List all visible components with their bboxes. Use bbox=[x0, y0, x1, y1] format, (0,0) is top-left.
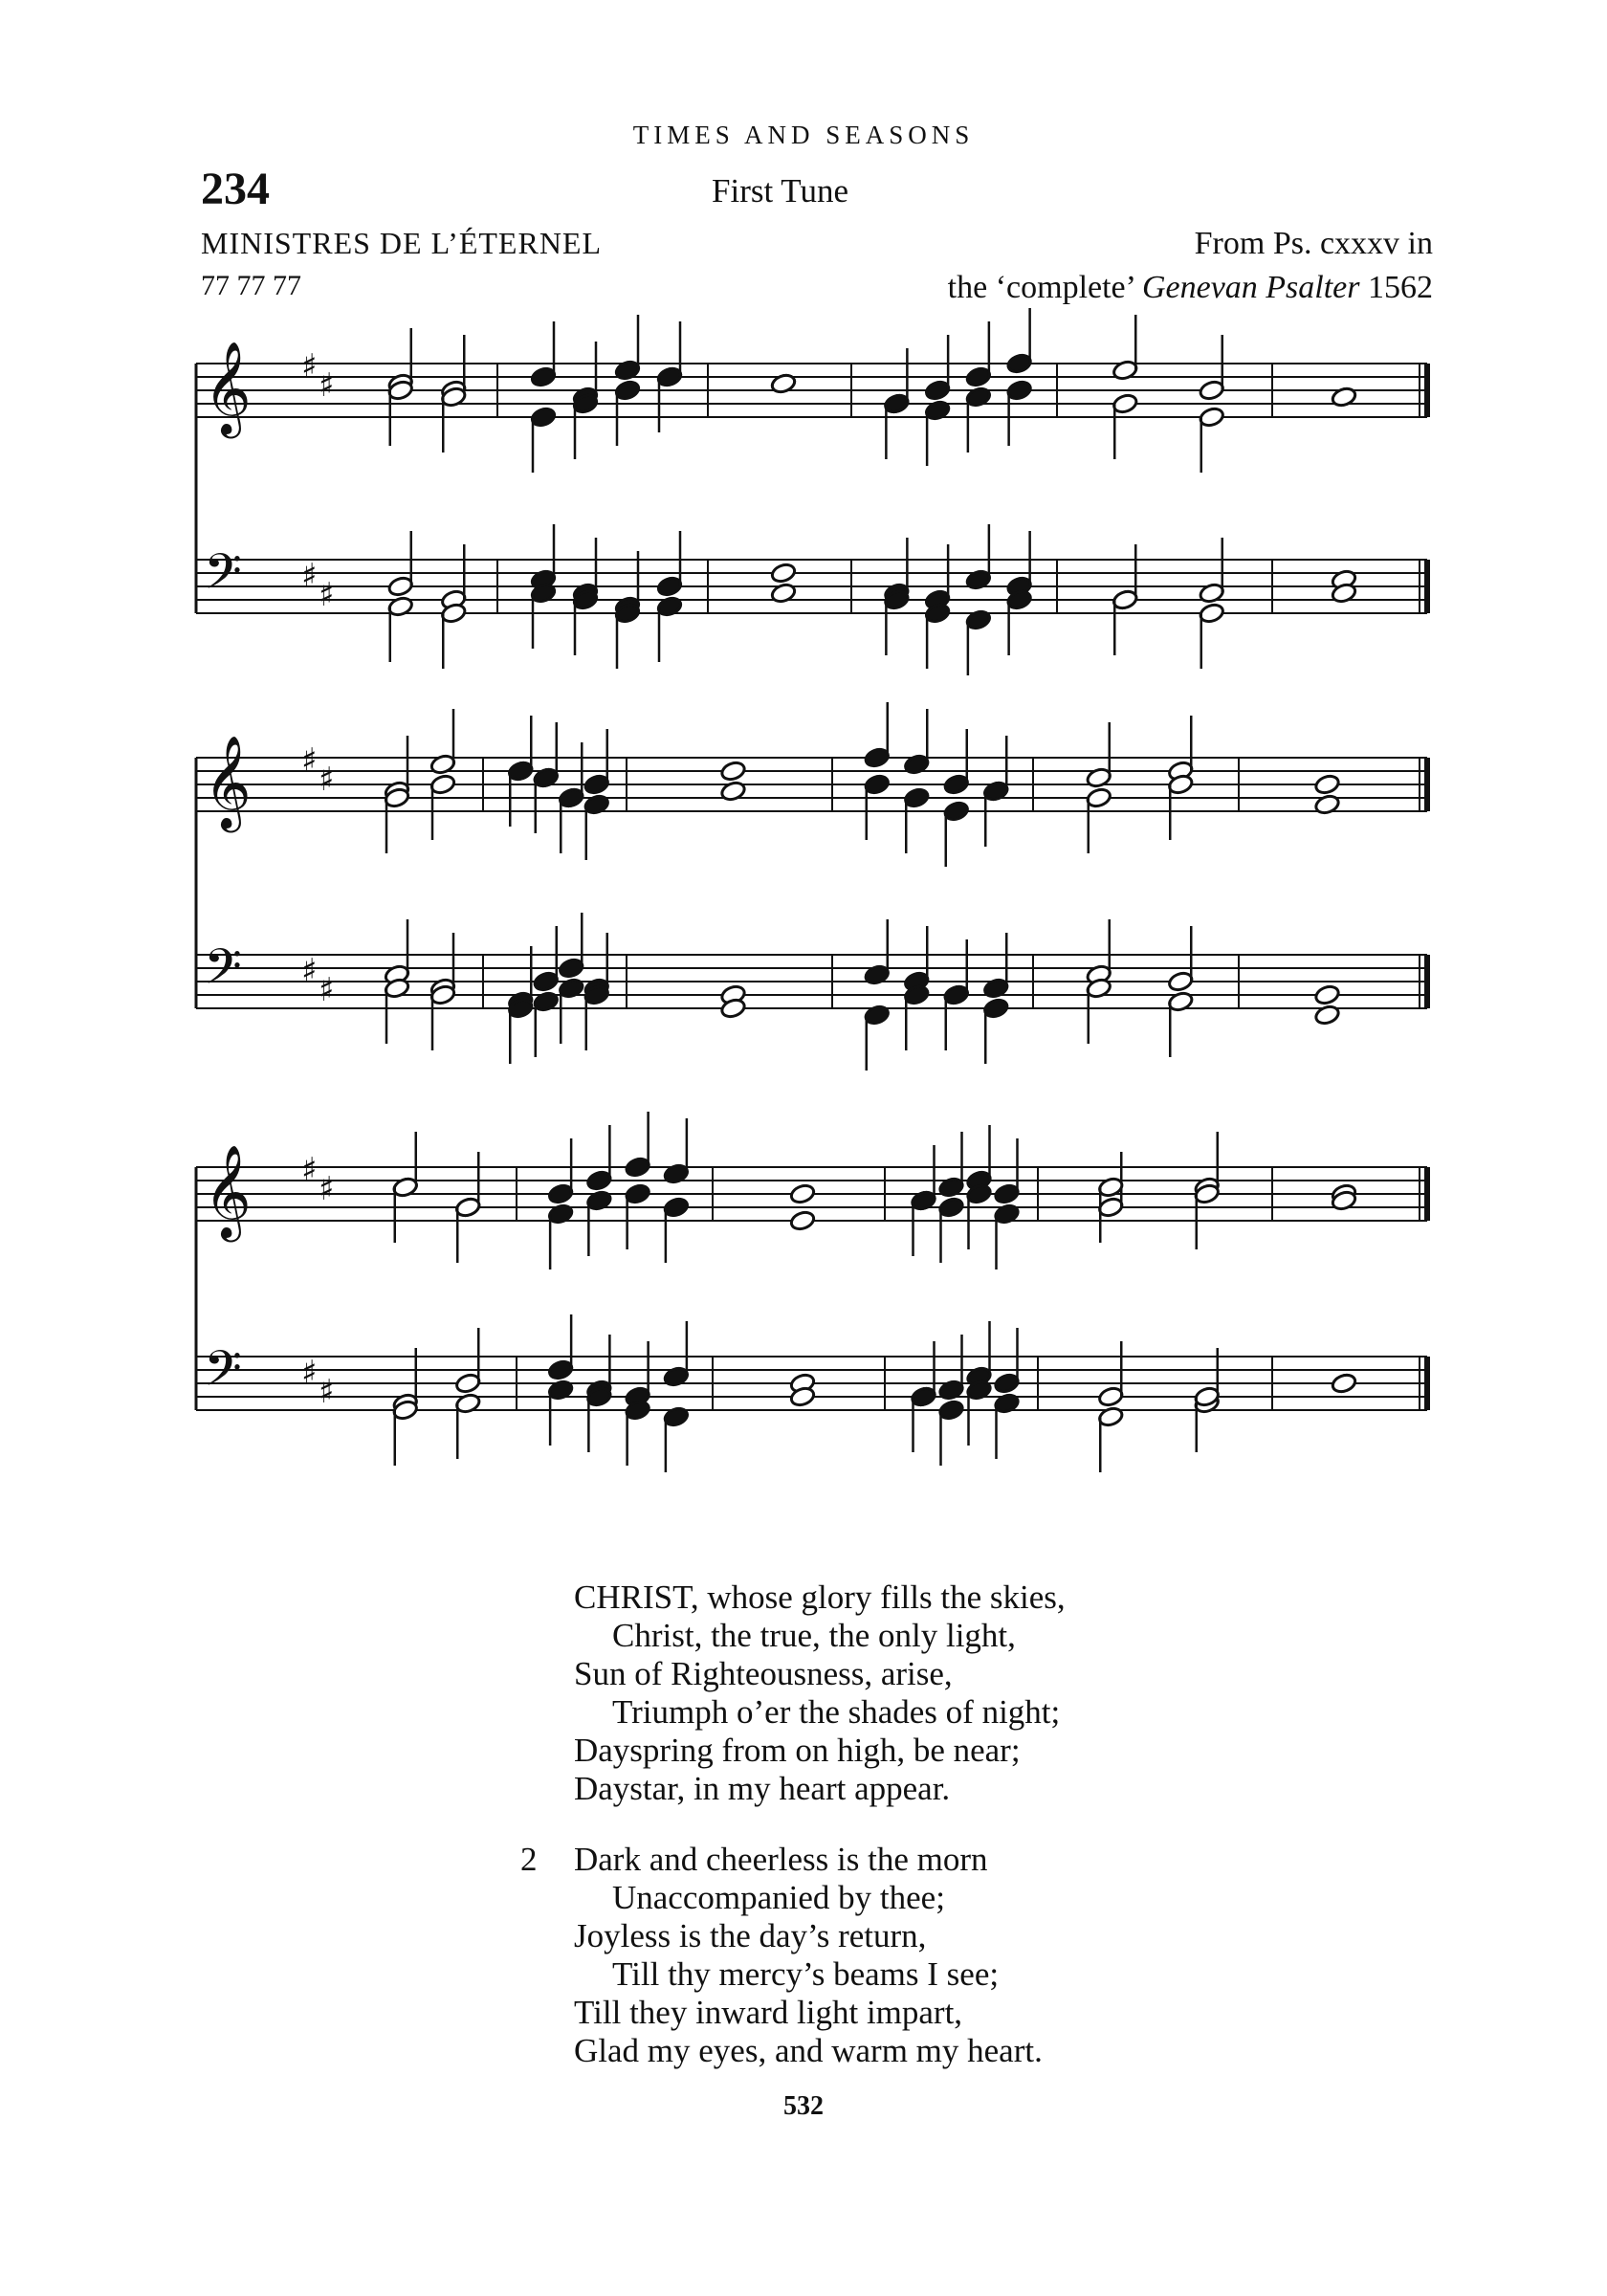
sharp-icon: ♯ bbox=[319, 576, 335, 614]
treble-clef-icon: 𝄞 bbox=[204, 735, 252, 828]
source-italic: Genevan Psalter bbox=[1141, 270, 1360, 305]
note-head bbox=[1331, 386, 1357, 408]
stanza-line: Glad my eyes, and warm my heart. bbox=[574, 2032, 1043, 2069]
sharp-icon: ♯ bbox=[301, 557, 318, 595]
sharp-icon: ♯ bbox=[319, 761, 335, 799]
stanza-line: Sun of Righteousness, arise, bbox=[574, 1655, 953, 1692]
note-head bbox=[1313, 1004, 1340, 1026]
note-head bbox=[770, 582, 797, 604]
sharp-icon: ♯ bbox=[301, 347, 318, 386]
stanza-line: CHRIST, whose glory fills the skies, bbox=[574, 1578, 1066, 1616]
stanza-1 bbox=[574, 1578, 1066, 1808]
note-head bbox=[1331, 1372, 1357, 1394]
note-head bbox=[789, 1182, 816, 1204]
stanza-line: Christ, the true, the only light, bbox=[612, 1617, 1016, 1654]
stanza-line: Daystar, in my heart appear. bbox=[574, 1770, 951, 1807]
running-head: TIMES AND SEASONS bbox=[632, 121, 975, 149]
bass-clef-icon: 𝄢 bbox=[204, 542, 242, 612]
source-line-1: From Ps. cxxxv in bbox=[1194, 226, 1433, 261]
note-head bbox=[1313, 793, 1340, 815]
treble-clef-icon: 𝄞 bbox=[204, 1144, 252, 1238]
page-number: 532 bbox=[783, 2091, 824, 2121]
sharp-icon: ♯ bbox=[301, 952, 318, 990]
note-head bbox=[1313, 773, 1340, 795]
stanza-2 bbox=[520, 1841, 1043, 2070]
stanza-line: Joyless is the day’s return, bbox=[574, 1917, 927, 1954]
note-head bbox=[789, 1209, 816, 1231]
stanza-line: Dayspring from on high, be near; bbox=[574, 1732, 1021, 1769]
sharp-icon: ♯ bbox=[319, 1373, 335, 1411]
source-prefix: the ‘complete’ bbox=[947, 270, 1142, 305]
hymn-number: 234 bbox=[201, 164, 270, 214]
source-suffix: 1562 bbox=[1359, 270, 1433, 305]
stanza-line: Till they inward light impart, bbox=[574, 1994, 963, 2031]
treble-clef-icon: 𝄞 bbox=[204, 341, 252, 434]
tune-name: MINISTRES DE L’ÉTERNEL bbox=[201, 226, 603, 260]
stanza-line: Unaccompanied by thee; bbox=[612, 1879, 945, 1916]
stanza-line: Triumph o’er the shades of night; bbox=[612, 1693, 1061, 1731]
sharp-icon: ♯ bbox=[301, 741, 318, 780]
note-head bbox=[719, 760, 746, 782]
note-head bbox=[770, 562, 797, 584]
tune-label: First Tune bbox=[712, 172, 848, 210]
note-head bbox=[1313, 983, 1340, 1005]
sharp-icon: ♯ bbox=[319, 971, 335, 1009]
bass-clef-icon: 𝄢 bbox=[204, 1339, 242, 1409]
sharp-icon: ♯ bbox=[319, 366, 335, 405]
note-head bbox=[770, 372, 797, 394]
stanza-line: Till thy mercy’s beams I see; bbox=[612, 1955, 1000, 1993]
stanza-number: 2 bbox=[520, 1841, 538, 1878]
sharp-icon: ♯ bbox=[319, 1170, 335, 1208]
meter: 77 77 77 bbox=[201, 270, 301, 301]
sharp-icon: ♯ bbox=[301, 1354, 318, 1392]
note-head bbox=[719, 780, 746, 802]
stanza-line: Dark and cheerless is the morn bbox=[574, 1841, 988, 1878]
bass-clef-icon: 𝄢 bbox=[204, 938, 242, 1007]
sharp-icon: ♯ bbox=[301, 1151, 318, 1189]
